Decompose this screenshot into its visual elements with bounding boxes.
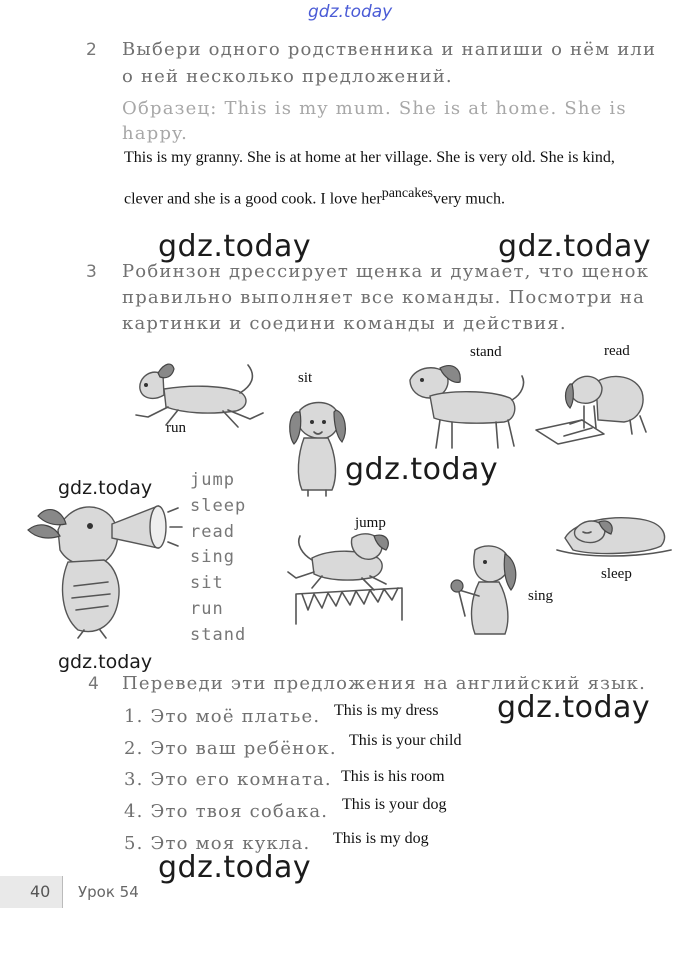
- watermark-7: gdz.today: [158, 850, 312, 885]
- exercise-4-item-5-answer: This is my dog: [333, 830, 429, 847]
- exercise-2-sample-line-2: happy.: [122, 123, 189, 144]
- exercise-4-item-2-answer: This is your child: [349, 732, 462, 749]
- dog-jump-illustration: [282, 528, 412, 628]
- dog-run-illustration: [128, 355, 273, 430]
- watermark-6: gdz.today: [497, 690, 651, 725]
- lesson-label: Урок 54: [78, 883, 139, 901]
- watermark-5: gdz.today: [58, 651, 153, 673]
- exercise-2-number: 2: [86, 40, 97, 60]
- label-stand: stand: [470, 344, 502, 360]
- answer-line-2-end: very much.: [433, 190, 505, 208]
- command-sit: sit: [190, 573, 224, 594]
- command-run: run: [190, 598, 224, 619]
- label-sit: sit: [298, 370, 313, 386]
- exercise-4-item-5-prompt: 5. Это моя кукла.: [124, 833, 311, 854]
- label-run: run: [166, 420, 186, 436]
- exercise-2-line-1: Выбери одного родственника и напиши о нём или: [122, 39, 657, 60]
- parrot-megaphone-illustration: [18, 490, 188, 640]
- command-sleep: sleep: [190, 495, 247, 516]
- answer-line-2-superscript: pancakes: [381, 186, 433, 201]
- label-sing: sing: [528, 588, 554, 604]
- label-jump: jump: [355, 515, 386, 531]
- exercise-2-line-2: о ней несколько предложений.: [122, 66, 453, 87]
- watermark-top: gdz.today: [308, 2, 393, 22]
- exercise-4-item-2-prompt: 2. Это ваш ребёнок.: [124, 738, 337, 759]
- exercise-2-answer-line-2: [124, 186, 505, 208]
- label-read: read: [604, 343, 630, 359]
- exercise-3-line-3: картинки и соедини команды и действия.: [122, 313, 567, 334]
- exercise-2-answer-line-1: This is my granny. She is at home at her village. She is very old. She is kind,: [124, 149, 615, 166]
- dog-sing-illustration: [445, 540, 535, 640]
- command-sing: sing: [190, 547, 235, 568]
- exercise-4-item-4-answer: This is your dog: [342, 796, 447, 813]
- dog-read-illustration: [534, 362, 654, 447]
- answer-line-2-start: clever and she is a good cook. I love her: [124, 190, 382, 208]
- command-stand: stand: [190, 624, 247, 645]
- exercise-4-item-1-answer: This is my dress: [334, 702, 439, 719]
- watermark-2: gdz.today: [498, 229, 652, 264]
- watermark-1: gdz.today: [158, 229, 312, 264]
- dog-stand-illustration: [400, 358, 530, 453]
- exercise-4-item-4-prompt: 4. Это твоя собака.: [124, 801, 329, 822]
- watermark-3: gdz.today: [345, 452, 499, 487]
- exercise-4-number: 4: [88, 674, 99, 694]
- command-read: read: [190, 521, 235, 542]
- exercise-3-line-1: Робинзон дрессирует щенка и думает, что щенок: [122, 261, 650, 282]
- exercise-3-number: 3: [86, 262, 97, 282]
- page-number: 40: [30, 882, 51, 901]
- exercise-3-line-2: правильно выполняет все команды. Посмотри на: [122, 287, 646, 308]
- exercise-4-item-3-answer: This is his room: [341, 768, 445, 785]
- command-jump: jump: [190, 470, 235, 490]
- label-sleep: sleep: [601, 566, 632, 582]
- watermark-4: gdz.today: [58, 477, 153, 499]
- dog-sleep-illustration: [555, 500, 675, 560]
- dog-sit-illustration: [280, 398, 355, 498]
- exercise-4-instruction: Переведи эти предложения на английский язык.: [122, 673, 647, 694]
- exercise-2-sample-line-1: Образец: This is my mum. She is at home. She is: [122, 98, 627, 119]
- exercise-4-item-1-prompt: 1. Это моё платье.: [124, 706, 321, 727]
- command-list: [190, 468, 246, 649]
- exercise-4-item-3-prompt: 3. Это его комната.: [124, 769, 332, 790]
